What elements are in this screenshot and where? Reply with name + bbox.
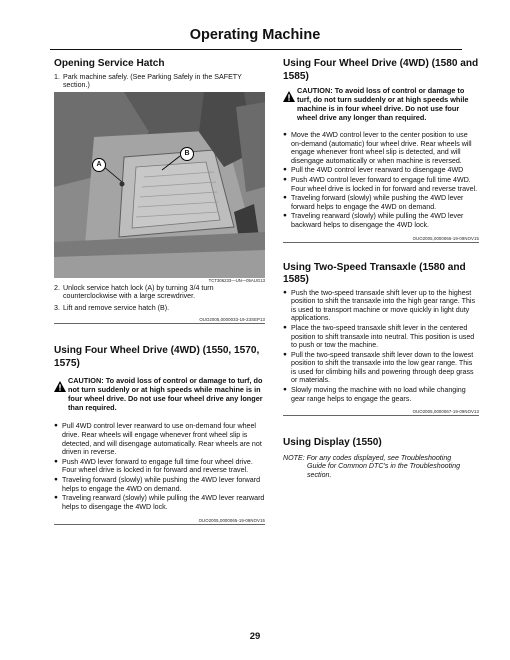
reference-code: OUO2005,0000065-19-09NOV15 — [198, 518, 265, 524]
step-3-number: 3. — [54, 303, 60, 312]
caution-block — [283, 86, 479, 122]
bullet-list — [283, 289, 479, 404]
step-3 — [54, 304, 265, 313]
bullet-icon: ● — [283, 323, 287, 331]
bullet-icon: ● — [54, 494, 58, 502]
page-number: 29 — [249, 631, 261, 642]
bullet-icon: ● — [283, 166, 287, 174]
callout-b: B — [180, 147, 194, 161]
warning-icon — [54, 379, 68, 412]
section-separator — [283, 242, 479, 243]
list-item: ● Traveling forward (slowly) while pushing the 4WD lever forward helps to engage the 4WD on demand. — [54, 476, 261, 493]
section-heading-4wd-1580: Using Four Wheel Drive (4WD) (1580 and 1585) — [283, 58, 479, 82]
section-separator — [283, 415, 479, 416]
caution-block — [54, 376, 265, 412]
list-item: ● Push 4WD lever forward to engage full time four wheel drive. Four wheel drive is locked in for forward and reverse travel. — [54, 457, 253, 475]
service-hatch-illustration — [54, 92, 265, 278]
list-item: ● Place the two-speed transaxle shift lever in the centered position to shift transaxle into neutral. This position is used to push or tow the machine. — [283, 323, 475, 350]
reference-code: OUO2005,0000067-19-09NOV13 — [412, 409, 479, 415]
bullet-icon: ● — [54, 476, 58, 484]
left-column — [54, 58, 265, 525]
section-heading-4wd-1550: Using Four Wheel Drive (4WD) (1550, 1570, 1575) — [54, 345, 260, 369]
bullet-icon: ● — [54, 422, 58, 430]
bullet-icon: ● — [283, 194, 287, 202]
step-2 — [54, 284, 265, 301]
list-item: ● Traveling forward (slowly) while pushing the 4WD lever forward helps to engage the 4WD on demand. — [283, 194, 464, 211]
list-item: ● Pull the 4WD control lever rearward to disengage 4WD — [283, 166, 464, 175]
list-item: ● Pull the two-speed transaxle shift lever down to the lowest position to shift the transaxle into the low gear range. This is used for climbing hills and powering through deep grass or materials. — [283, 350, 474, 385]
bullet-icon: ● — [283, 386, 287, 394]
list-item: ● Slowly moving the machine with no load while changing gear range helps to engage the gears. — [283, 386, 466, 403]
caution-text: CAUTION: To avoid loss of control or damage to turf, do not turn suddenly or at high speeds while machine is in four wheel drive. Do not use four wheel drive any longer than required. — [68, 376, 263, 413]
bullet-icon: ● — [283, 212, 287, 220]
section-separator — [54, 323, 265, 324]
bullet-icon: ● — [283, 175, 287, 183]
list-item: ● Push 4WD control lever forward to engage full time 4WD. Four wheel drive is locked in for forward and reverse travel. — [283, 175, 478, 193]
right-column — [283, 58, 479, 480]
step-2-number: 2. — [54, 283, 60, 292]
section-heading-opening-service-hatch: Opening Service Hatch — [54, 58, 165, 69]
service-hatch-photo — [54, 92, 265, 283]
page-title: Operating Machine — [189, 27, 321, 43]
callout-a: A — [92, 158, 106, 172]
bullet-icon: ● — [283, 288, 287, 296]
section-separator — [54, 524, 265, 525]
bullet-list — [54, 422, 265, 511]
step-2-text: Unlock service hatch lock (A) by turning 3/4 turn counterclockwise with a large screwdriver. — [63, 283, 214, 301]
bullet-list — [283, 131, 479, 230]
step-1-text: Park machine safely. (See Parking Safely in the SAFETY section.) — [63, 72, 242, 90]
bullet-icon: ● — [54, 457, 58, 465]
step-3-text: Lift and remove service hatch (B). — [63, 303, 170, 312]
note-block — [283, 454, 479, 480]
list-item: ● Move the 4WD control lever to the center position to use on-demand (automatic) four wheel drive. Rear wheels will engage whenever front wheel slip is detected, and will disengage automatically or when machine is reversed. — [283, 131, 472, 165]
bullet-icon: ● — [283, 131, 287, 138]
warning-icon — [283, 89, 297, 122]
section-heading-using-display: Using Display (1550) — [283, 437, 382, 449]
section-heading-two-speed-transaxle: Using Two-Speed Transaxle (1580 and 1585) — [283, 261, 466, 286]
step-1-number: 1. — [54, 72, 60, 81]
bullet-icon: ● — [283, 350, 287, 358]
note-line: Guide for Common DTC's in the Troubleshooting — [307, 462, 461, 471]
step-1 — [54, 73, 265, 90]
list-item: ● Pull 4WD control lever rearward to use on-demand four wheel drive. Rear wheels will engage whenever front wheel slip is detected, and will disengage automatically. Rear wheels are not driven in reverse. — [54, 422, 262, 457]
figure-caption: TCT306233—UN—05AUG13 — [208, 277, 265, 283]
list-item: ● Traveling rearward (slowly) while pulling the 4WD lever rearward helps to disengage the 4WD lock. — [54, 494, 265, 511]
reference-code: OUO2005,0000066-19-09NOV15 — [412, 235, 479, 241]
title-rule — [50, 49, 462, 50]
note-line: NOTE: For any codes displayed, see Troubleshooting — [283, 453, 452, 462]
list-item: ● Traveling rearward (slowly) while pulling the 4WD lever backward helps to disengage the 4WD lock. — [283, 212, 464, 229]
list-item: ● Push the two-speed transaxle shift lever up to the highest position to shift the transaxle into the high gear range. This is used to transport machine or move quickly in light duty applications. — [283, 288, 476, 323]
note-line: section. — [307, 470, 332, 479]
caution-text: CAUTION: To avoid loss of control or damage to turf, do not turn suddenly or at high speeds while machine is in four wheel drive. Do not use four wheel drive any longer than required. — [297, 86, 469, 122]
reference-code: OUO2005,0000033-19-23SEP13 — [199, 317, 265, 323]
